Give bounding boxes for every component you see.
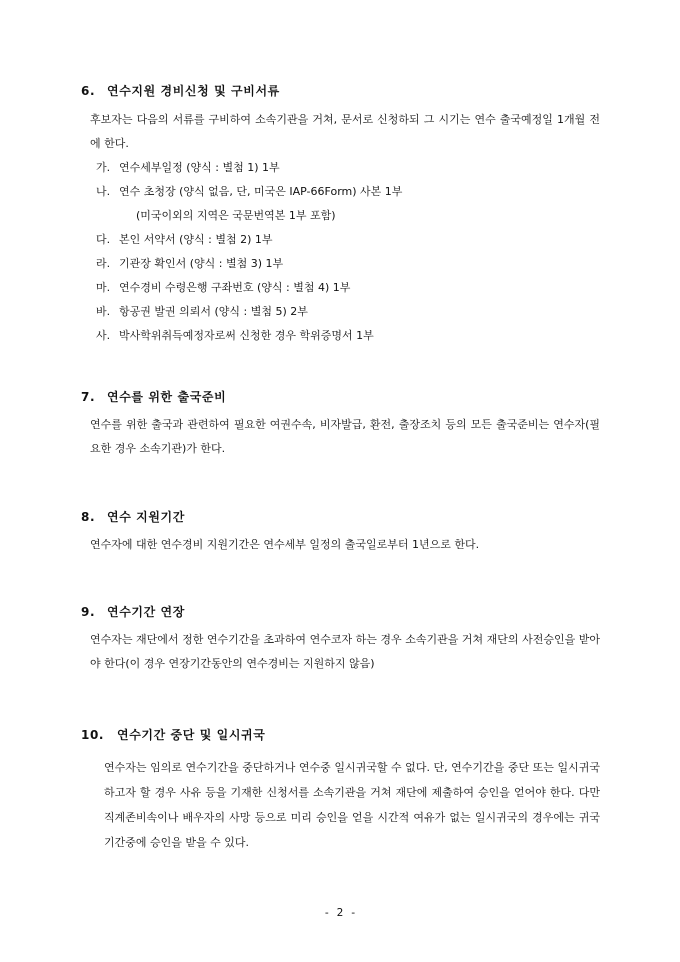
- section-title: 연수를 위한 출국준비: [107, 390, 227, 404]
- list-item-text: 박사학위취득예정자로써 신청한 경우 학위증명서 1부: [119, 329, 374, 342]
- list-item: [96, 252, 402, 276]
- list-item-label: 바.: [96, 305, 111, 318]
- section-7-body: 연수를 위한 출국과 관련하여 필요한 여권수속, 비자발급, 환전, 출장조치 등의 모든 출국준비는 연수자(필요한 경우 소속기관)가 한다.: [90, 418, 600, 455]
- list-item-text: 연수 초청장 (양식 없음, 단, 미국은 IAP-66Form) 사본 1부: [119, 185, 403, 198]
- list-item-text: (미국이외의 지역은 국문번역본 1부 포함): [136, 209, 336, 222]
- list-item-text: 항공권 발권 의뢰서 (양식 : 별첨 5) 2부: [119, 305, 308, 318]
- section-6-heading: [81, 82, 280, 99]
- list-item-text: 연수경비 수령은행 구좌번호 (양식 : 별첨 4) 1부: [119, 281, 351, 294]
- section-7-heading: [81, 388, 226, 405]
- list-item-label: 라.: [96, 257, 111, 270]
- list-item: [96, 180, 402, 204]
- list-item: [96, 276, 402, 300]
- section-9-body: 연수자는 재단에서 정한 연수기간을 초과하여 연수코자 하는 경우 소속기관을 거쳐 재단의 사전승인을 받아야 한다(이 경우 연장기간동안의 연수경비는 지원하지 않음): [90, 633, 600, 670]
- list-item: [96, 228, 402, 252]
- section-10-body: 연수자는 임의로 연수기간을 중단하거나 연수중 일시귀국할 수 없다. 단, 연수기간을 중단 또는 일시귀국하고자 할 경우 사유 등을 기재한 신청서를 소속기관을 거쳐 재단에 제출하여 승인을 얻어야 한다. 다만 직계존비속이나 배우자의 사망 등으로 미리 승인을 얻을 시간적 여유가 없는 일시귀국의 경우에는 귀국기간중에 승인을 받을 수 있다.: [104, 761, 600, 849]
- section-title: 연수지원 경비신청 및 구비서류: [107, 84, 280, 98]
- list-item-continuation: [96, 204, 402, 228]
- list-item-text: 본인 서약서 (양식 : 별첨 2) 1부: [119, 233, 273, 246]
- list-item-label: 다.: [96, 233, 111, 246]
- section-number: 10.: [81, 728, 105, 742]
- list-item-label: 가.: [96, 161, 111, 174]
- list-item-label: 마.: [96, 281, 111, 294]
- section-10-heading: [81, 726, 265, 743]
- section-number: 8.: [81, 510, 96, 524]
- list-item: [96, 324, 402, 348]
- section-6-intro: 후보자는 다음의 서류를 구비하여 소속기관을 거쳐, 문서로 신청하되 그 시기는 연수 출국예정일 1개월 전에 한다.: [90, 113, 600, 150]
- section-title: 연수기간 연장: [107, 605, 185, 619]
- section-number: 7.: [81, 390, 96, 404]
- section-number: 9.: [81, 605, 96, 619]
- section-title: 연수기간 중단 및 일시귀국: [117, 728, 266, 742]
- list-item-label: 사.: [96, 329, 111, 342]
- section-8-heading: [81, 508, 185, 525]
- section-8-body: 연수자에 대한 연수경비 지원기간은 연수세부 일정의 출국일로부터 1년으로 한다.: [90, 538, 480, 551]
- section-number: 6.: [81, 84, 96, 98]
- section-9-heading: [81, 603, 185, 620]
- list-item-label: 나.: [96, 185, 111, 198]
- list-item: [96, 300, 402, 324]
- list-item-text: 연수세부일정 (양식 : 별첨 1) 1부: [119, 161, 280, 174]
- page-number: - 2 -: [323, 906, 357, 919]
- list-item-text: 기관장 확인서 (양식 : 별첨 3) 1부: [119, 257, 284, 270]
- list-item: [96, 156, 402, 180]
- section-title: 연수 지원기간: [107, 510, 185, 524]
- section-6-document-list: [96, 156, 402, 348]
